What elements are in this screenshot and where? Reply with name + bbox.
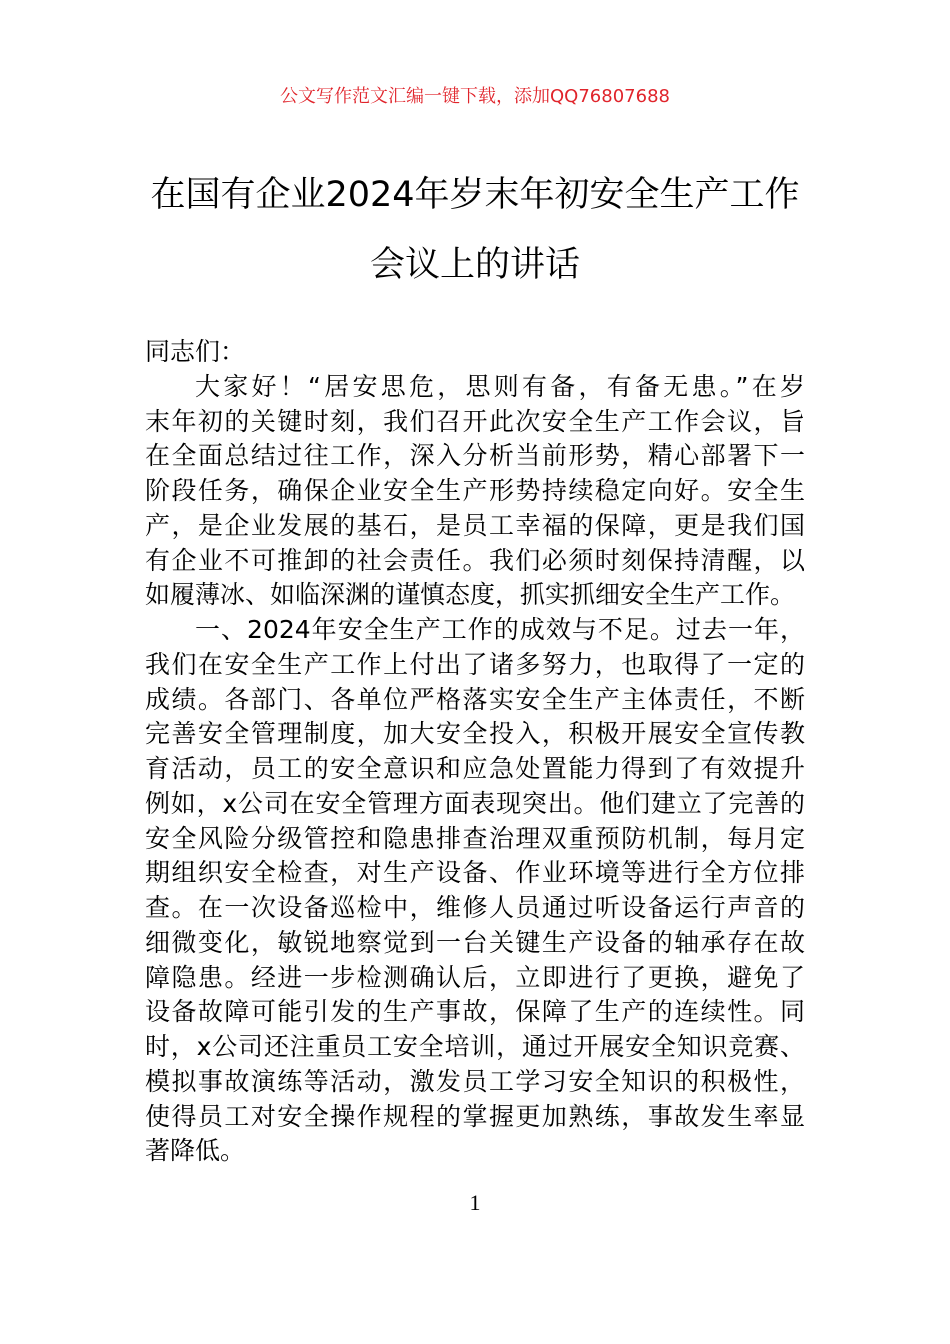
paragraph-line: 在全面总结过往工作，深入分析当前形势，精心部署下一 <box>145 441 805 471</box>
paragraph-line: 时，x公司还注重员工安全培训，通过开展安全知识竞赛、 <box>145 1032 805 1061</box>
paragraph-line: 期组织安全检查，对生产设备、作业环境等进行全方位排 <box>145 858 805 888</box>
paragraph-line: 设备故障可能引发的生产事故，保障了生产的连续性。同 <box>145 997 805 1027</box>
paragraph-line: 细微变化，敏锐地察觉到一台关键生产设备的轴承存在故 <box>145 927 805 957</box>
paragraph-line: 有企业不可推卸的社会责任。我们必须时刻保持清醒，以 <box>145 545 805 575</box>
paragraph <box>145 613 805 1169</box>
paragraph-line: 例如，x公司在安全管理方面表现突出。他们建立了完善的 <box>145 788 805 818</box>
document-title-line-1: 在国有企业2024年岁末年初安全生产工作 <box>150 175 800 215</box>
paragraph-line: 我们在安全生产工作上付出了诸多努力，也取得了一定的 <box>145 649 805 679</box>
document-body <box>145 335 805 1169</box>
document-title-line-2: 会议上的讲话 <box>369 245 580 285</box>
paragraph-line: 产，是企业发展的基石，是员工幸福的保障，更是我们国 <box>145 510 805 540</box>
watermark-header: 公文写作范文汇编一键下载，添加QQ76807688 <box>280 86 670 107</box>
paragraph-line: 一、2024年安全生产工作的成效与不足。过去一年， <box>195 615 805 644</box>
paragraph-line: 查。在一次设备巡检中，维修人员通过听设备运行声音的 <box>145 893 805 922</box>
paragraph-line: 育活动，员工的安全意识和应急处置能力得到了有效提升 <box>145 754 805 783</box>
paragraph <box>145 370 805 613</box>
paragraph-line: 著降低。 <box>145 1136 246 1166</box>
paragraph-line: 大家好！“居安思危，思则有备，有备无患。”在岁 <box>195 371 805 401</box>
paragraph-line: 模拟事故演练等活动，激发员工学习安全知识的积极性， <box>145 1066 805 1096</box>
paragraph-line: 安全风险分级管控和隐患排查治理双重预防机制，每月定 <box>145 823 805 853</box>
paragraph-line: 末年初的关键时刻，我们召开此次安全生产工作会议，旨 <box>145 406 805 436</box>
page-number: 1 <box>469 1190 481 1215</box>
paragraph-line: 阶段任务，确保企业安全生产形势持续稳定向好。安全生 <box>145 476 805 505</box>
paragraphs <box>145 370 805 1169</box>
paragraph-line: 障隐患。经进一步检测确认后，立即进行了更换，避免了 <box>145 962 805 992</box>
paragraph-line: 如履薄冰、如临深渊的谨慎态度，抓实抓细安全生产工作。 <box>145 580 796 610</box>
paragraph-line: 成绩。各部门、各单位严格落实安全生产主体责任，不断 <box>145 684 805 714</box>
greeting: 同志们： <box>145 337 246 366</box>
paragraph-line: 完善安全管理制度，加大安全投入，积极开展安全宣传教 <box>145 719 805 749</box>
paragraph-line: 使得员工对安全操作规程的掌握更加熟练，事故发生率显 <box>145 1101 805 1131</box>
